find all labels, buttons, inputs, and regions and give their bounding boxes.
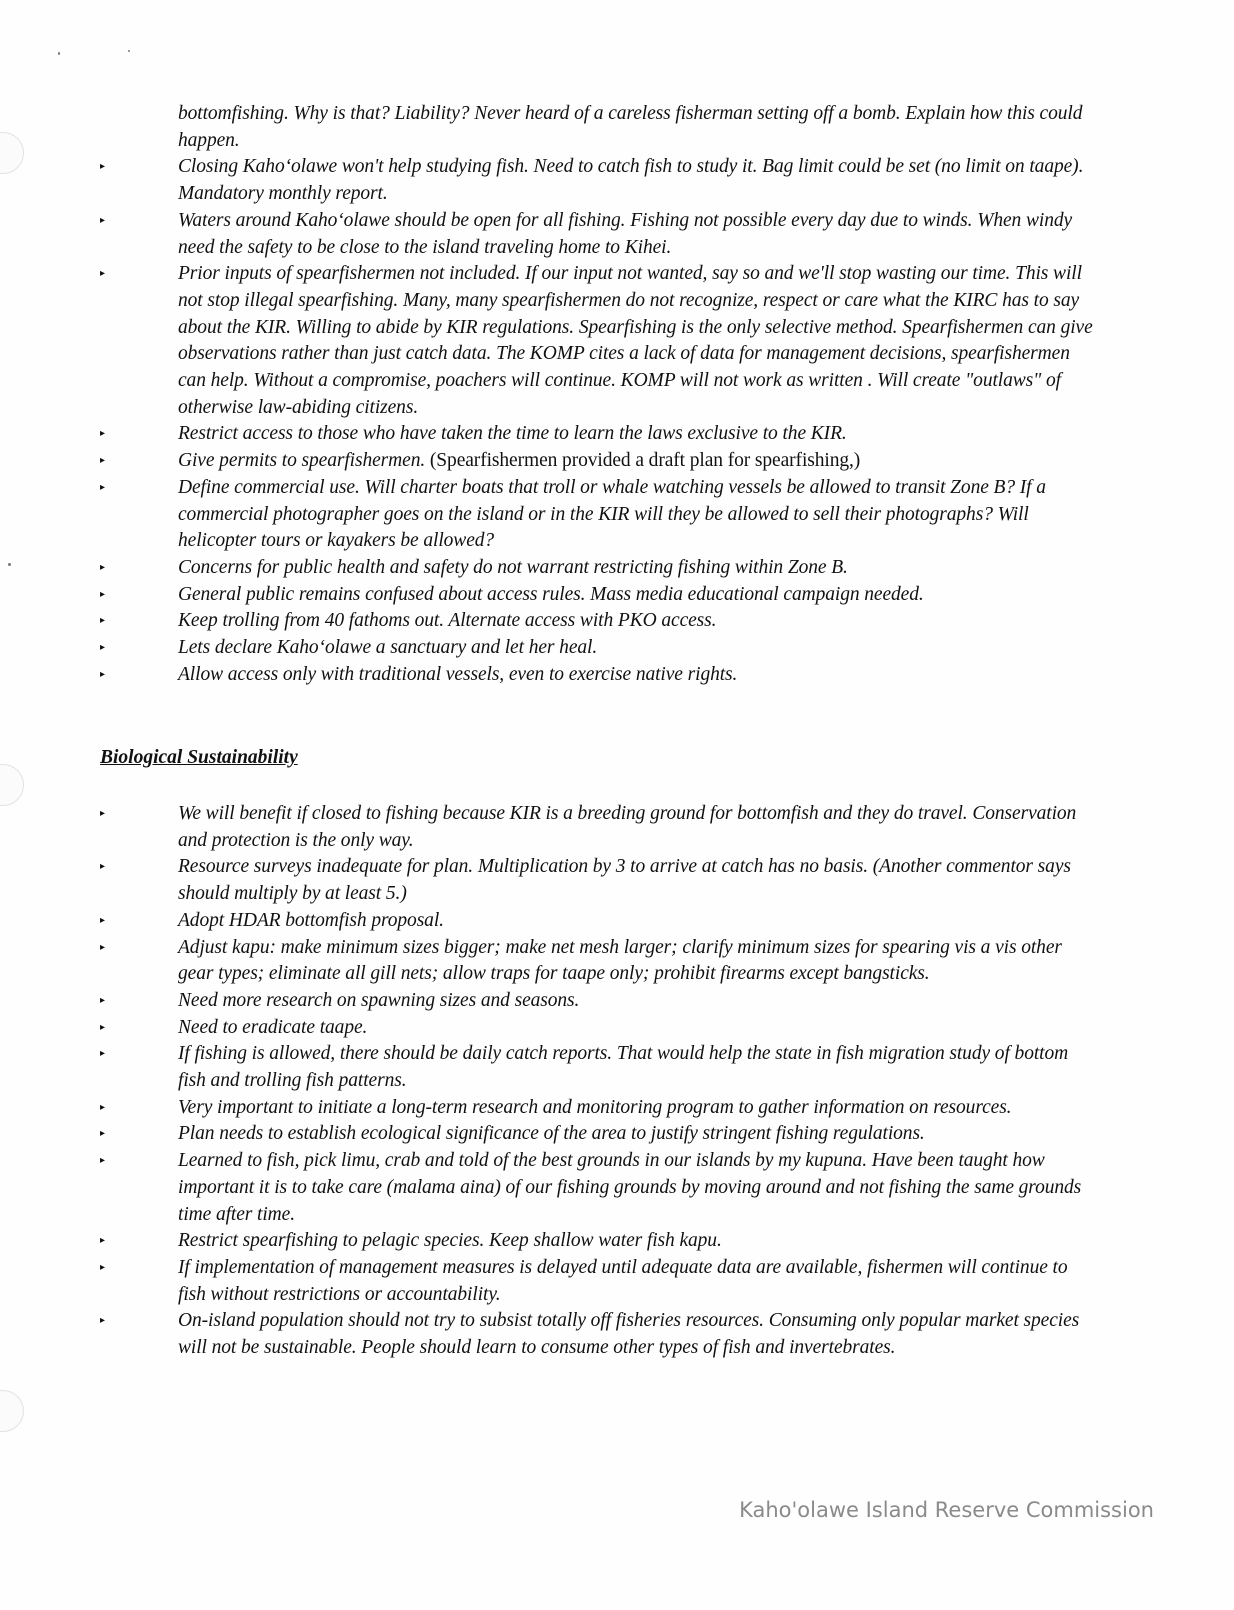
punch-hole xyxy=(0,764,24,806)
list-item xyxy=(100,608,1100,635)
bullet-icon: ▸ xyxy=(100,1261,105,1273)
list-item xyxy=(100,1015,1100,1042)
list-item xyxy=(100,1228,1100,1255)
list-item xyxy=(100,582,1100,609)
list-item-text: Very important to initiate a long-term research and monitoring program to gather information on resources. xyxy=(178,1096,1012,1118)
list-item-text: Define commercial use. Will charter boats that troll or whale watching vessels be allowed to transit Zone B? If a commercial photographer goes on the island or in the KIR will they be allowed to sell their photographs? Will helicopter tours or kayakers be allowed? xyxy=(178,476,1046,552)
bullet-icon: ▸ xyxy=(100,861,105,873)
list-item-text: Need more research on spawning sizes and seasons. xyxy=(178,989,580,1011)
list-item xyxy=(100,1041,1100,1094)
list-item xyxy=(100,1095,1100,1122)
bullet-icon: ▸ xyxy=(100,455,105,467)
list-item-text: Give permits to spearfishermen. xyxy=(178,450,426,472)
list-item-text: Lets declare Kaho‘olawe a sanctuary and let her heal. xyxy=(178,637,598,659)
list-item-text: Resource surveys inadequate for plan. Multiplication by 3 to arrive at catch has no basis. (Another commentor says should multiply by at least 5.) xyxy=(178,856,1071,905)
list-item-note: (Spearfishermen provided a draft plan for spearfishing,) xyxy=(429,450,861,472)
bullet-icon: ▸ xyxy=(100,1128,105,1140)
list-item xyxy=(100,448,1100,475)
section-heading-biological-sustainability: Biological Sustainability xyxy=(100,747,298,768)
list-item-text: Keep trolling from 40 fathoms out. Alternate access with PKO access. xyxy=(178,610,717,632)
list-item-text: Plan needs to establish ecological significance of the area to justify stringent fishing regulations. xyxy=(178,1123,925,1145)
bullet-icon: ▸ xyxy=(100,941,105,953)
list-item-text: Prior inputs of spearfishermen not included. If our input not wanted, say so and we'll stop wasting our time. This will not stop illegal spearfishing. Many, many spearfishermen do not recognize, respect or care what the KIRC has to say about the KIR. Willing to abide by KIR regulations. Spearfishing is the only selective method. Spearfishermen can give observations rather than just catch data. The KOMP cites a lack of data for management decisions, spearfishermen can help. Without a compromise, poachers will continue. KOMP will not work as written . Will create "outlaws" of otherwise law-abiding citizens. xyxy=(178,263,1093,418)
scan-speck xyxy=(128,50,130,52)
bullet-icon: ▸ xyxy=(100,1155,105,1167)
list-item xyxy=(100,801,1100,854)
bullet-icon: ▸ xyxy=(100,668,105,680)
bullet-icon: ▸ xyxy=(100,161,105,173)
list-item xyxy=(100,261,1100,421)
list-item xyxy=(100,421,1100,448)
scan-speck xyxy=(58,52,60,55)
list-item-text: Need to eradicate taape. xyxy=(178,1016,368,1038)
list-item-text: Waters around Kaho‘olawe should be open for all fishing. Fishing not possible every day due to winds. When windy need the safety to be close to the island traveling home to Kihei. xyxy=(178,209,1073,258)
list-item-text: Learned to fish, pick limu, crab and told of the best grounds in our islands by my kupuna. Have been taught how important it is to take care (malama aina) of our fishing grounds by moving around and not fishing the same grounds time after time. xyxy=(178,1150,1082,1225)
bullet-icon: ▸ xyxy=(100,615,105,627)
list-item-text: Concerns for public health and safety do not warrant restricting fishing within Zone B. xyxy=(178,556,848,578)
list-item xyxy=(100,1148,1100,1228)
list-item-text: Adjust kapu: make minimum sizes bigger; make net mesh larger; clarify minimum sizes for spearing vis a vis other gear types; eliminate all gill nets; allow traps for taape only; prohibit firearms except bangsticks. xyxy=(178,936,1062,985)
list-item-text: On-island population should not try to subsist totally off fisheries resources. Consuming only popular market species will not be sustainable. People should learn to consume other types of fish and invertebrates. xyxy=(178,1310,1080,1359)
bullet-icon: ▸ xyxy=(100,588,105,600)
list-item xyxy=(100,1255,1100,1308)
list-item-text: Restrict spearfishing to pelagic species. Keep shallow water fish kapu. xyxy=(178,1230,722,1252)
punch-hole xyxy=(0,1390,24,1432)
access-comments-list xyxy=(100,101,1100,688)
list-item xyxy=(100,988,1100,1015)
list-item-text: If fishing is allowed, there should be daily catch reports. That would help the state in fish migration study of bottom fish and trolling fish patterns. xyxy=(178,1043,1069,1092)
list-item xyxy=(100,208,1100,261)
bullet-icon: ▸ xyxy=(100,561,105,573)
bullet-icon: ▸ xyxy=(100,1021,105,1033)
bullet-icon: ▸ xyxy=(100,642,105,654)
bullet-icon: ▸ xyxy=(100,481,105,493)
list-item xyxy=(100,854,1100,907)
list-item-text: We will benefit if closed to fishing because KIR is a breeding ground for bottomfish and they do travel. Conservation and protection is the only way. xyxy=(178,803,1077,851)
list-item-text: Restrict access to those who have taken the time to learn the laws exclusive to the KIR. xyxy=(178,423,847,445)
list-item xyxy=(100,908,1100,935)
scan-speck xyxy=(8,563,11,566)
bullet-icon: ▸ xyxy=(100,994,105,1006)
bullet-icon: ▸ xyxy=(100,428,105,440)
list-item-text: Allow access only with traditional vessels, even to exercise native rights. xyxy=(178,663,738,685)
bullet-icon: ▸ xyxy=(100,808,105,819)
bullet-icon: ▸ xyxy=(100,214,105,226)
punch-hole xyxy=(0,132,24,174)
footer-organization: Kaho'olawe Island Reserve Commission xyxy=(739,1498,1154,1522)
biological-comments-list xyxy=(100,801,1100,1362)
list-item xyxy=(100,154,1100,207)
list-item-text: bottomfishing. Why is that? Liability? Never heard of a careless fisherman setting off a bomb. Explain how this could happen. xyxy=(178,103,1083,151)
bullet-icon: ▸ xyxy=(100,1048,105,1060)
list-item xyxy=(100,101,1100,154)
bullet-icon: ▸ xyxy=(100,914,105,926)
list-item xyxy=(100,555,1100,582)
list-item-text: Closing Kaho‘olawe won't help studying fish. Need to catch fish to study it. Bag limit could be set (no limit on taape). Mandatory monthly report. xyxy=(178,156,1084,205)
list-item-text: General public remains confused about access rules. Mass media educational campaign needed. xyxy=(178,583,924,605)
list-item-text: Adopt HDAR bottomfish proposal. xyxy=(178,909,444,931)
bullet-icon: ▸ xyxy=(100,268,105,280)
list-item-text: If implementation of management measures is delayed until adequate data are available, fishermen will continue to fish without restrictions or accountability. xyxy=(178,1256,1068,1305)
bullet-icon: ▸ xyxy=(100,1235,105,1247)
list-item xyxy=(100,935,1100,988)
list-item xyxy=(100,662,1100,689)
list-item xyxy=(100,1308,1100,1361)
list-item xyxy=(100,635,1100,662)
bullet-icon: ▸ xyxy=(100,1315,105,1327)
list-item xyxy=(100,1121,1100,1148)
bullet-icon: ▸ xyxy=(100,1101,105,1113)
list-item xyxy=(100,475,1100,555)
